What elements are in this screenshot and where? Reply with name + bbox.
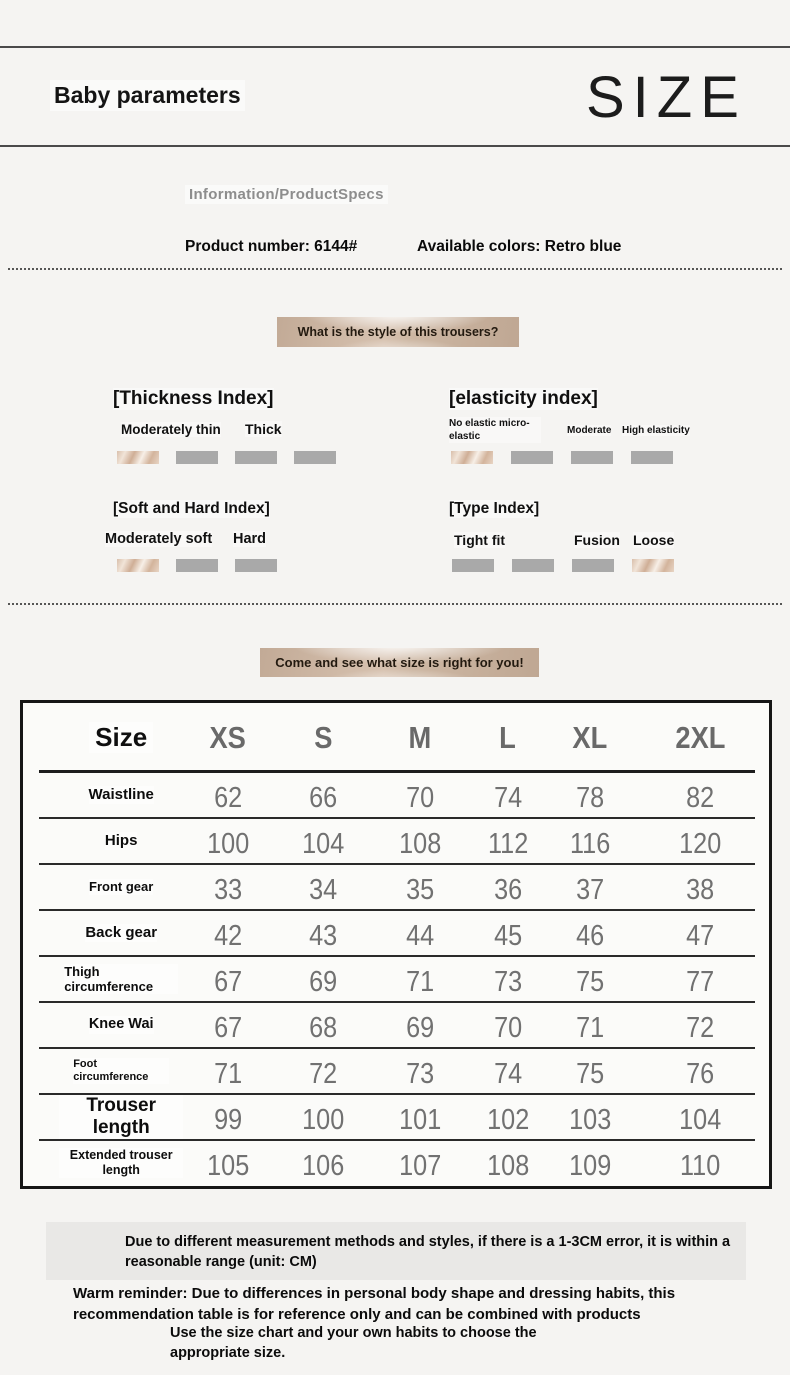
size-value: 100 [302, 1104, 345, 1136]
softness-label-moderately-soft: Moderately soft [105, 531, 213, 547]
size-value: 33 [214, 874, 243, 906]
row-label: Hips [104, 832, 138, 850]
top-divider [0, 46, 790, 48]
row-label: Thigh circumference [64, 964, 178, 995]
index-bar [176, 451, 218, 464]
size-value: 69 [309, 966, 338, 998]
thickness-label-thick: Thick [245, 421, 282, 437]
size-value: 66 [309, 782, 338, 814]
size-value: 77 [685, 966, 714, 998]
size-value: 69 [406, 1012, 435, 1044]
size-value: 71 [214, 1058, 243, 1090]
measurement-note: Due to different measurement methods and styles, if there is a 1-3CM error, it is within a reasonable range (unit: CM) [46, 1222, 746, 1280]
size-value: 67 [214, 966, 243, 998]
size-value: 46 [575, 920, 604, 952]
size-value: 42 [214, 920, 243, 952]
size-value: 75 [575, 966, 604, 998]
available-colors: Available colors: Retro blue [417, 238, 622, 255]
size-table-body [23, 772, 769, 1186]
softness-label-hard: Hard [233, 531, 267, 547]
row-divider [39, 1001, 755, 1003]
size-value: 67 [214, 1012, 243, 1044]
elasticity-index-bars [451, 451, 673, 464]
index-bar [512, 559, 554, 572]
header-underline [39, 770, 755, 773]
warm-reminder-note: Warm reminder: Due to differences in personal body shape and dressing habits, this recommendation table is for reference only and can be combined with products [73, 1285, 676, 1323]
size-value: 70 [493, 1012, 522, 1044]
size-value: 100 [207, 828, 250, 860]
size-value: 116 [569, 828, 611, 860]
size-value: 75 [575, 1058, 604, 1090]
row-label: Knee Wai [88, 1016, 154, 1033]
size-value: 72 [685, 1012, 714, 1044]
size-value: 82 [685, 782, 714, 814]
size-value: 108 [486, 1150, 529, 1182]
row-label: Trouser length [59, 1095, 183, 1140]
usage-note: Use the size chart and your own habits to choose the appropriate size. [170, 1325, 537, 1361]
row-label: Foot circumference [73, 1058, 169, 1084]
size-value: 36 [493, 874, 522, 906]
type-label-tight-fit: Tight fit [454, 532, 506, 548]
thickness-label-moderately-thin: Moderately thin [121, 422, 221, 437]
size-value: 38 [685, 874, 714, 906]
index-bar [235, 451, 277, 464]
size-value: 74 [493, 1058, 522, 1090]
index-bar [294, 451, 336, 464]
table-header-m: M [408, 719, 432, 755]
size-value: 34 [309, 874, 338, 906]
size-value: 62 [214, 782, 243, 814]
elasticity-index-title: [elasticity index] [449, 388, 598, 409]
breadcrumb: Information/ProductSpecs [185, 185, 388, 204]
row-divider [39, 1047, 755, 1049]
index-bar-highlighted [451, 451, 493, 464]
size-banner: Come and see what size is right for you! [260, 648, 539, 677]
table-row [23, 956, 769, 1002]
elasticity-label-moderate: Moderate [567, 425, 612, 436]
size-wordmark: SIZE [586, 65, 747, 130]
table-header-xl: XL [572, 719, 608, 755]
size-value: 45 [493, 920, 522, 952]
index-bar-highlighted [117, 451, 159, 464]
index-bar [511, 451, 553, 464]
row-divider [39, 817, 755, 819]
size-value: 73 [406, 1058, 435, 1090]
size-value: 108 [399, 828, 442, 860]
table-header-s: S [314, 719, 333, 755]
size-value: 99 [214, 1104, 243, 1136]
table-header-2xl: 2XL [674, 719, 725, 755]
thickness-index-bars [117, 451, 336, 464]
index-bar-highlighted [632, 559, 674, 572]
size-value: 68 [309, 1012, 338, 1044]
table-row [23, 1094, 769, 1140]
row-label: Back gear [85, 924, 158, 942]
row-divider [39, 1093, 755, 1095]
table-header-size: Size [89, 722, 153, 753]
size-value: 105 [207, 1150, 250, 1182]
size-value: 71 [406, 966, 435, 998]
dotted-divider [8, 268, 782, 270]
type-index-bars [452, 559, 674, 572]
elasticity-label-high: High elasticity [622, 425, 690, 436]
type-label-fusion: Fusion [574, 532, 620, 548]
index-bar [235, 559, 277, 572]
row-label: Front gear [89, 879, 154, 895]
table-row [23, 772, 769, 818]
row-divider [39, 1139, 755, 1141]
product-number: Product number: 6144# [185, 238, 358, 255]
size-value: 107 [399, 1150, 442, 1182]
size-value: 72 [309, 1058, 338, 1090]
size-value: 102 [486, 1104, 529, 1136]
index-bar [572, 559, 614, 572]
softness-index-bars [117, 559, 277, 572]
index-bar [571, 451, 613, 464]
size-value: 71 [575, 1012, 604, 1044]
size-value: 120 [678, 828, 721, 860]
row-divider [39, 909, 755, 911]
table-header-xs: XS [209, 719, 247, 755]
size-table [20, 700, 772, 1189]
index-bar [176, 559, 218, 572]
row-divider [39, 863, 755, 865]
size-value: 106 [302, 1150, 345, 1182]
table-row [23, 910, 769, 956]
softness-index-title: [Soft and Hard Index] [113, 500, 270, 517]
row-divider [39, 955, 755, 957]
size-value: 104 [678, 1104, 721, 1136]
index-bar-highlighted [117, 559, 159, 572]
style-banner: What is the style of this trousers? [277, 317, 519, 347]
table-row [23, 1002, 769, 1048]
size-value: 110 [679, 1150, 721, 1182]
table-header-l: L [499, 719, 517, 755]
table-row [23, 1140, 769, 1186]
type-label-loose: Loose [633, 532, 675, 548]
size-value: 73 [493, 966, 522, 998]
size-value: 101 [399, 1104, 442, 1136]
table-row [23, 818, 769, 864]
row-label: Waistline [88, 786, 154, 804]
size-value: 70 [406, 782, 435, 814]
size-value: 35 [406, 874, 435, 906]
index-bar [631, 451, 673, 464]
thickness-index-title: [Thickness Index] [113, 388, 274, 409]
size-value: 74 [493, 782, 522, 814]
size-value: 44 [406, 920, 435, 952]
size-value: 109 [568, 1150, 611, 1182]
size-value: 104 [302, 828, 345, 860]
header-divider [0, 145, 790, 147]
dotted-divider [8, 603, 782, 605]
size-value: 37 [575, 874, 604, 906]
row-label: Extended trouser length [59, 1148, 183, 1178]
elasticity-label-no-elastic: No elastic micro-elastic [449, 417, 541, 443]
table-header-row [23, 703, 769, 772]
size-value: 112 [487, 828, 528, 860]
size-value: 103 [568, 1104, 611, 1136]
table-row [23, 1048, 769, 1094]
size-value: 76 [685, 1058, 714, 1090]
page-title: Baby parameters [50, 80, 245, 111]
type-index-title: [Type Index] [449, 500, 540, 517]
size-value: 43 [309, 920, 338, 952]
index-bar [452, 559, 494, 572]
table-row [23, 864, 769, 910]
size-value: 78 [575, 782, 604, 814]
size-value: 47 [685, 920, 714, 952]
